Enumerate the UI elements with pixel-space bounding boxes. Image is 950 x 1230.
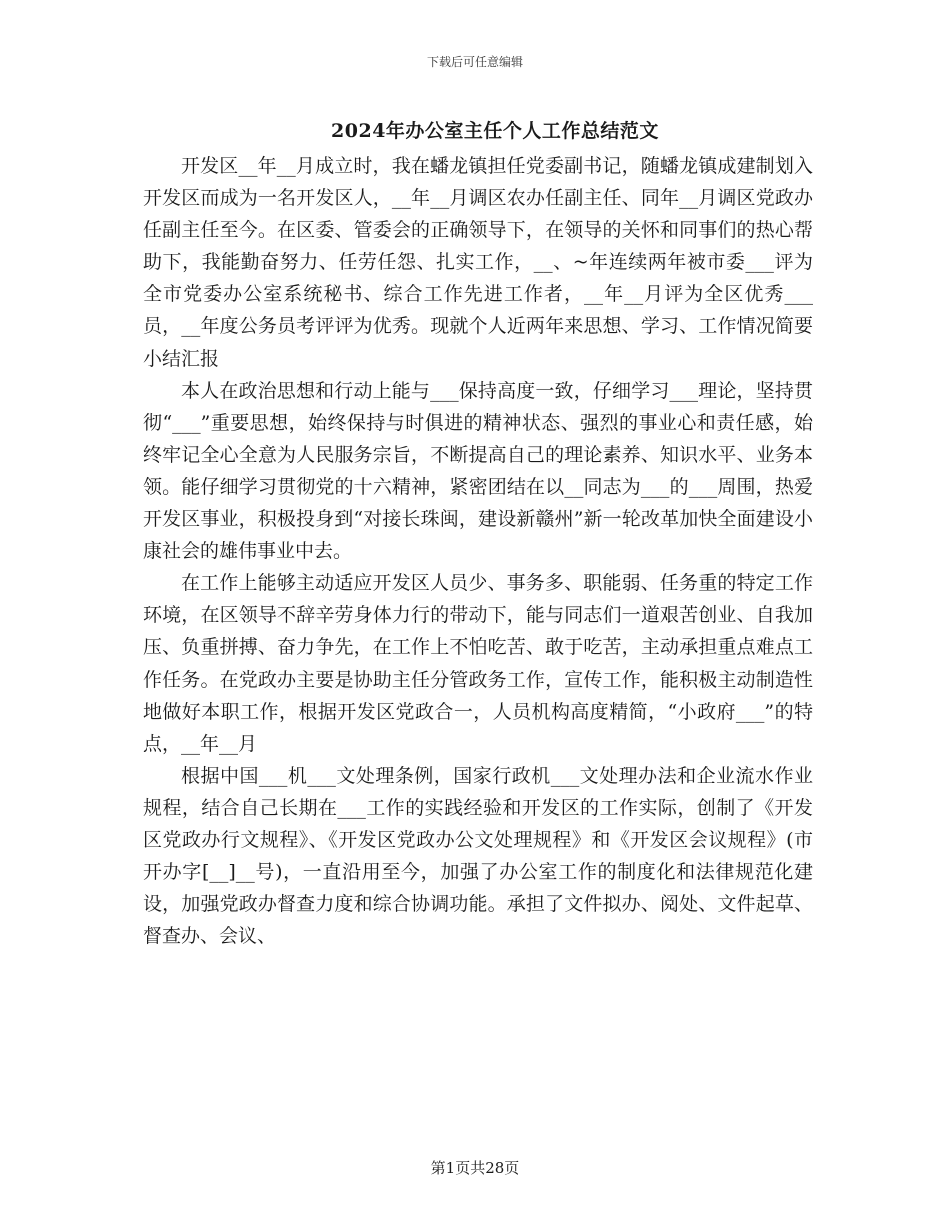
paragraph: 开发区__年__月成立时，我在蟠龙镇担任党委副书记，随蟠龙镇成建制划入开发区而成为一名开发区人，__年__月调区农办任副主任、同年__月调区党政办任副主任至今。在区委、管委会的正确领导下，在领导的关怀和同事们的热心帮助下，我能勤奋努力、任劳任怨、扎实工作，__、~年连续两年被市委___评为全市党委办公室系统秘书、综合工作先进工作者，__年__月评为全区优秀___员，__年度公务员考评评为优秀。现就个人近两年来思想、学习、工作情况简要小结汇报 — [143, 155, 813, 370]
header-note: 下载后可任意编辑 — [426, 55, 523, 69]
paragraph: 根据中国___机___文处理条例，国家行政机___文处理办法和企业流水作业规程，结合自己长期在___工作的实践经验和开发区的工作实际，创制了《开发区党政办行文规程》、《开发区党政办公文处理规程》和《开发区会议规程》(市开办字[__]__号)，一直沿用至今，加强了办公室工作的制度化和法律规范化建设，加强党政办督查力度和综合协调功能。承担了文件拟办、阅处、文件起草、督查办、会议、 — [143, 764, 813, 948]
paragraph: 在工作上能够主动适应开发区人员少、事务多、职能弱、任务重的特定工作环境，在区领导不辞辛劳身体力行的带动下，能与同志们一道艰苦创业、自我加压、负重拼搏、奋力争先，在工作上不怕吃苦、敢于吃苦，主动承担重点难点工作任务。在党政办主要是协助主任分管政务工作，宣传工作，能积极主动制造性地做好本职工作，根据开发区党政合一，人员机构高度精简，“小政府___”的特点，__年__月 — [143, 572, 813, 755]
paragraph: 本人在政治思想和行动上能与___保持高度一致，仔细学习___理论，坚持贯彻“___”重要思想，始终保持与时俱进的精神状态、强烈的事业心和责任感，始终牢记全心全意为人民服务宗旨，不断提高自己的理论素养、知识水平、业务本领。能仔细学习贯彻党的十六精神，紧密团结在以__同志为___的___周围，热爱开发区事业，积极投身到“对接长珠闽，建设新赣州”新一轮改革加快全面建设小康社会的雄伟事业中去。 — [143, 379, 813, 563]
page-number: 第1页共28页 — [430, 1159, 520, 1177]
document-title: 2024年办公室主任个人工作总结范文 — [331, 120, 659, 142]
document-body — [143, 150, 813, 952]
